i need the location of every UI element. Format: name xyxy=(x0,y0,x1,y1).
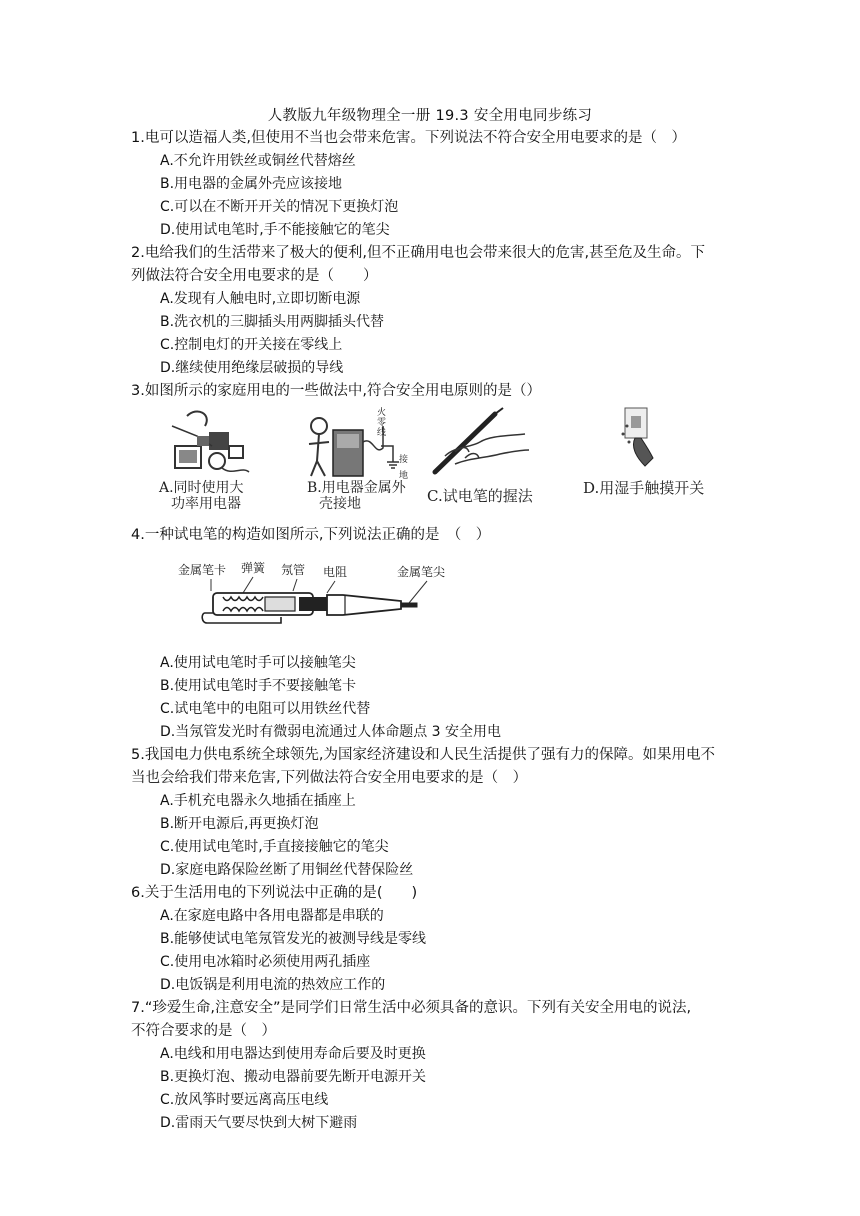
question-list xyxy=(131,127,731,1135)
question-2-option-b: B.洗衣机的三脚插头用两脚插头代替 xyxy=(160,314,385,330)
question-7-option-b: B.更换灯泡、搬动电器前要先断开电源开关 xyxy=(160,1069,427,1085)
question-5-option-a: A.手机充电器永久地插在插座上 xyxy=(160,793,356,809)
question-7-stem-line2: 不符合要求的是（ ） xyxy=(131,1023,276,1039)
question-3-stem: 3.如图所示的家庭用电的一些做法中,符合安全用电原则的是（） xyxy=(131,383,541,399)
grounded-appliance-illustration xyxy=(303,406,413,480)
wet-hand-switch-illustration xyxy=(579,406,709,480)
question-4-option-c: C.试电笔中的电阻可以用铁丝代替 xyxy=(160,701,371,717)
question-6-option-c: C.使用电冰箱时必须使用两孔插座 xyxy=(160,954,371,970)
figure-b-wire-label: 火零线 xyxy=(377,408,387,438)
figure-a-caption-line2: 功率用电器 xyxy=(171,496,241,512)
question-2-stem-line2: 列做法符合安全用电要求的是（ ） xyxy=(131,268,378,284)
figure-a-caption-line1: A.同时使用大 xyxy=(159,480,244,496)
question-2-option-a: A.发现有人触电时,立即切断电源 xyxy=(160,291,361,307)
question-7-option-d: D.雷雨天气要尽快到大树下避雨 xyxy=(160,1115,358,1131)
label-resistor: 电阻 xyxy=(323,565,348,579)
label-pen-clip: 金属笔卡 xyxy=(178,563,227,577)
label-spring: 弹簧 xyxy=(241,561,266,575)
figure-c-caption: C.试电笔的握法 xyxy=(427,487,533,505)
question-5-option-c: C.使用试电笔时,手直接接触它的笔尖 xyxy=(160,839,389,855)
label-neon-tube: 氖管 xyxy=(281,563,306,577)
label-pen-tip: 金属笔尖 xyxy=(397,565,446,579)
figure-b-ground-label: 接地 xyxy=(399,455,409,481)
question-2-stem-line1: 2.电给我们的生活带来了极大的便利,但不正确用电也会带来很大的危害,甚至危及生命。下 xyxy=(131,245,706,261)
figure-d xyxy=(579,406,709,496)
figure-c xyxy=(425,406,535,504)
question-5-stem-line2: 当也会给我们带来危害,下列做法符合安全用电要求的是（ ） xyxy=(131,770,528,786)
question-1-option-c: C.可以在不断开开关的情况下更换灯泡 xyxy=(160,199,399,215)
question-2-option-c: C.控制电灯的开关接在零线上 xyxy=(160,337,343,353)
figure-b-caption-line1: B.用电器金属外 xyxy=(307,480,406,496)
figure-b xyxy=(303,406,413,512)
test-pen-structure xyxy=(131,551,461,648)
question-6-stem: 6.关于生活用电的下列说法中正确的是( ) xyxy=(131,885,418,901)
question-5-option-d: D.家庭电路保险丝断了用铜丝代替保险丝 xyxy=(160,862,414,878)
question-7-stem-line1: 7.“珍爱生命,注意安全”是同学们日常生活中必须具备的意识。下列有关安全用电的说法, xyxy=(131,1000,692,1016)
question-2-option-d: D.继续使用绝缘层破损的导线 xyxy=(160,360,344,376)
question-1-stem: 1.电可以造福人类,但使用不当也会带来危害。下列说法不符合安全用电要求的是（ ） xyxy=(131,130,686,146)
question-6-option-b: B.能够使试电笔氖管发光的被测导线是零线 xyxy=(160,931,427,947)
question-7-option-a: A.电线和用电器达到使用寿命后要及时更换 xyxy=(160,1046,426,1062)
question-1-option-a: A.不允许用铁丝或铜丝代替熔丝 xyxy=(160,153,356,169)
question-5-stem-line1: 5.我国电力供电系统全球领先,为国家经济建设和人民生活提供了强有力的保障。如果用电不 xyxy=(131,747,715,763)
question-6-option-a: A.在家庭电路中各用电器都是串联的 xyxy=(160,908,384,924)
question-4-option-a: A.使用试电笔时手可以接触笔尖 xyxy=(160,655,356,671)
figure-b-caption-line2: 壳接地 xyxy=(319,496,361,512)
appliances-illustration xyxy=(157,406,257,480)
pen-grip-illustration xyxy=(425,406,535,480)
figure-d-caption: D.用湿手触摸开关 xyxy=(583,479,705,497)
question-7-option-c: C.放风筝时要远离高压电线 xyxy=(160,1092,329,1108)
test-pen-diagram xyxy=(131,551,731,648)
document-title: 人教版九年级物理全一册 19.3 安全用电同步练习 xyxy=(267,108,593,124)
question-4-stem: 4.一种试电笔的构造如图所示,下列说法正确的是 （ ） xyxy=(131,527,491,543)
question-6-option-d: D.电饭锅是利用电流的热效应工作的 xyxy=(160,977,386,993)
question-4-option-d: D.当氖管发光时有微弱电流通过人体命题点 3 安全用电 xyxy=(160,724,502,740)
question-1-option-d: D.使用试电笔时,手不能接触它的笔尖 xyxy=(160,222,390,238)
figure-a xyxy=(157,406,257,512)
question-1-option-b: B.用电器的金属外壳应该接地 xyxy=(160,176,343,192)
question-4-option-b: B.使用试电笔时手不要接触笔卡 xyxy=(160,678,357,694)
question-3-figures xyxy=(131,406,731,518)
question-5-option-b: B.断开电源后,再更换灯泡 xyxy=(160,816,319,832)
